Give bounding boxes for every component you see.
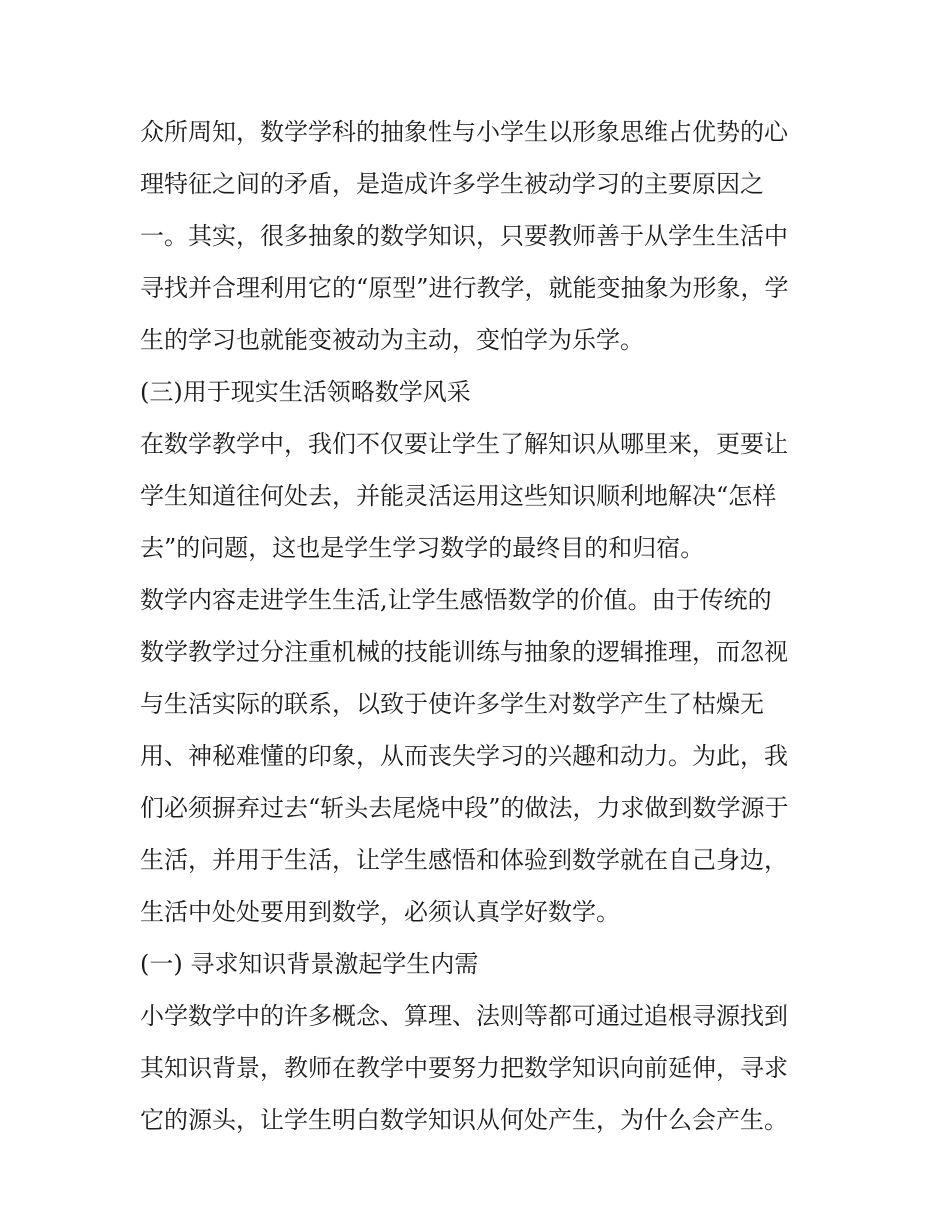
text-line: 生的学习也就能变被动为主动，变怕学为乐学。	[140, 326, 644, 354]
text-line: 在数学教学中，我们不仅要让学生了解知识从哪里来，更要让	[140, 430, 788, 458]
text-line: 小学数学中的许多概念、算理、法则等都可通过追根寻源找到	[140, 1002, 788, 1030]
text-line: 数学教学过分注重机械的技能训练与抽象的逻辑推理，而忽视	[140, 638, 788, 666]
text-line: 学生知道往何处去，并能灵活运用这些知识顺利地解决“怎样	[140, 482, 777, 510]
document-body	[140, 106, 820, 1146]
text-line: 它的源头，让学生明白数学知识从何处产生，为什么会产生。	[140, 1106, 788, 1134]
section-heading: (三)用于现实生活领略数学风采	[140, 378, 471, 406]
text-line: 生活，并用于生活，让学生感悟和体验到数学就在自己身边，	[140, 846, 788, 874]
text-line: 其知识背景，教师在教学中要努力把数学知识向前延伸，寻求	[140, 1054, 788, 1082]
text-line: 一。其实，很多抽象的数学知识，只要教师善于从学生生活中	[140, 222, 788, 250]
text-line: 生活中处处要用到数学，必须认真学好数学。	[140, 898, 620, 926]
text-line: 众所周知，数学学科的抽象性与小学生以形象思维占优势的心	[140, 118, 788, 146]
text-line: 用、神秘难懂的印象，从而丧失学习的兴趣和动力。为此，我	[140, 742, 788, 770]
text-line: 与生活实际的联系，以致于使许多学生对数学产生了枯燥无	[140, 690, 764, 718]
text-line: 们必须摒弃过去“斩头去尾烧中段”的做法，力求做到数学源于	[140, 794, 789, 822]
section-heading: (一) 寻求知识背景激起学生内需	[140, 950, 479, 978]
text-line: 去”的问题，这也是学生学习数学的最终目的和归宿。	[140, 534, 705, 562]
text-line: 数学内容走进学生生活,让学生感悟数学的价值。由于传统的	[140, 586, 772, 614]
text-line: 理特征之间的矛盾，是造成许多学生被动学习的主要原因之	[140, 170, 764, 198]
text-line: 寻找并合理利用它的“原型”进行教学，就能变抽象为形象，学	[140, 274, 789, 302]
